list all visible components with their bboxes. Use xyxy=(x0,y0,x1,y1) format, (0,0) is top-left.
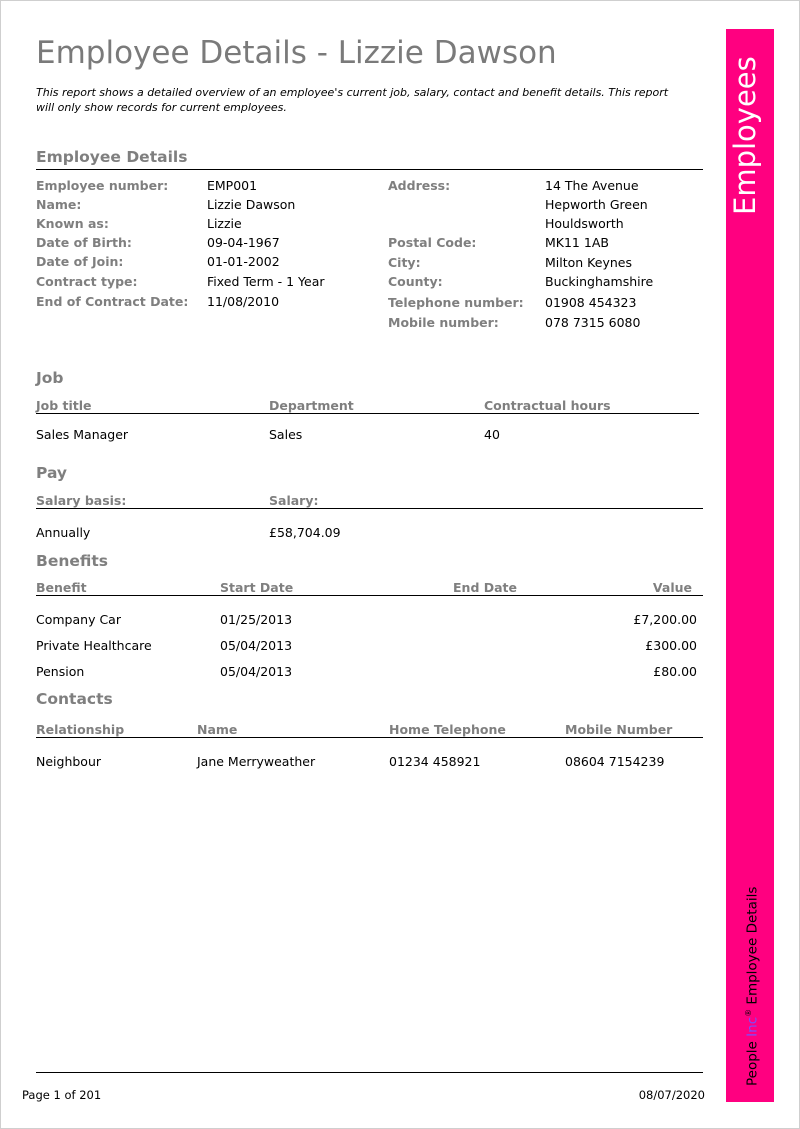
page-title: Employee Details - Lizzie Dawson xyxy=(36,35,557,71)
section-title-job: Job xyxy=(36,369,64,387)
section-divider xyxy=(36,169,703,170)
label-known-as: Known as: xyxy=(36,216,109,231)
job-header-divider xyxy=(36,413,699,414)
value-mobile: 078 7315 6080 xyxy=(545,315,641,330)
header-home-telephone: Home Telephone xyxy=(389,722,506,737)
benefit-start-date: 05/04/2013 xyxy=(220,664,293,679)
label-name: Name: xyxy=(36,197,82,212)
benefit-start-date: 05/04/2013 xyxy=(220,638,293,653)
department-value: Sales xyxy=(269,427,303,442)
header-start-date: Start Date xyxy=(220,580,294,595)
report-name: Employee Details xyxy=(744,886,761,1005)
section-title-contacts: Contacts xyxy=(36,690,113,708)
label-contract-type: Contract type: xyxy=(36,274,138,289)
value-date-of-join: 01-01-2002 xyxy=(207,254,280,269)
report-description: This report shows a detailed overview of an employee's current job, salary, contact and benefit details. This report will only show records for current employees. xyxy=(36,86,669,114)
value-date-of-birth: 09-04-1967 xyxy=(207,235,280,250)
registered-mark: ® xyxy=(744,1008,753,1017)
value-contract-type: Fixed Term - 1 Year xyxy=(207,274,325,289)
value-employee-number: EMP001 xyxy=(207,178,258,193)
label-date-of-birth: Date of Birth: xyxy=(36,235,132,250)
label-address: Address: xyxy=(388,178,451,193)
benefit-name: Private Healthcare xyxy=(36,638,152,653)
header-mobile-number: Mobile Number xyxy=(565,722,673,737)
contractual-hours-value: 40 xyxy=(484,427,500,442)
value-name: Lizzie Dawson xyxy=(207,197,296,212)
contact-relationship: Neighbour xyxy=(36,754,102,769)
contacts-header-divider xyxy=(36,737,703,738)
header-contact-name: Name xyxy=(197,722,238,737)
header-job-title: Job title xyxy=(36,398,92,413)
header-benefit: Benefit xyxy=(36,580,87,595)
value-city: Milton Keynes xyxy=(545,255,632,270)
header-department: Department xyxy=(269,398,354,413)
header-salary: Salary: xyxy=(269,493,319,508)
header-relationship: Relationship xyxy=(36,722,125,737)
pay-header-divider xyxy=(36,508,703,509)
value-address-line-1: 14 The Avenue xyxy=(545,178,639,193)
benefit-value: £300.00 xyxy=(645,638,697,653)
section-title-pay: Pay xyxy=(36,464,68,482)
value-postal-code: MK11 1AB xyxy=(545,235,609,250)
benefit-value: £7,200.00 xyxy=(633,612,697,627)
benefit-value: £80.00 xyxy=(653,664,697,679)
label-telephone: Telephone number: xyxy=(388,295,524,310)
section-title-benefits: Benefits xyxy=(36,552,108,570)
report-date: 08/07/2020 xyxy=(638,1088,705,1102)
label-date-of-join: Date of Join: xyxy=(36,254,124,269)
value-known-as: Lizzie xyxy=(207,216,242,231)
value-address-line-2: Hepworth Green xyxy=(545,197,648,212)
value-end-of-contract: 11/08/2010 xyxy=(207,294,280,309)
contact-mobile-number: 08604 7154239 xyxy=(565,754,665,769)
benefit-name: Company Car xyxy=(36,612,121,627)
header-contractual-hours: Contractual hours xyxy=(484,398,611,413)
sidebar-report-label xyxy=(739,887,763,1086)
value-telephone: 01908 454323 xyxy=(545,295,637,310)
job-title-value: Sales Manager xyxy=(36,427,129,442)
sidebar-heading: Employees xyxy=(728,56,762,215)
brand-people: People xyxy=(744,1041,761,1086)
label-end-of-contract: End of Contract Date: xyxy=(36,294,189,309)
header-value: Value xyxy=(652,580,692,595)
header-salary-basis: Salary basis: xyxy=(36,493,127,508)
section-title-employee-details: Employee Details xyxy=(36,148,188,166)
benefit-name: Pension xyxy=(36,664,85,679)
benefit-start-date: 01/25/2013 xyxy=(220,612,293,627)
brand-inc: Inc xyxy=(744,1016,761,1037)
salary-basis-value: Annually xyxy=(36,525,91,540)
label-mobile: Mobile number: xyxy=(388,315,499,330)
label-employee-number: Employee number: xyxy=(36,178,169,193)
value-county: Buckinghamshire xyxy=(545,274,654,289)
page-number: Page 1 of 201 xyxy=(22,1088,102,1102)
contact-home-telephone: 01234 458921 xyxy=(389,754,481,769)
footer-divider xyxy=(36,1072,703,1073)
label-city: City: xyxy=(388,255,421,270)
salary-value: £58,704.09 xyxy=(269,525,341,540)
benefits-header-divider xyxy=(36,595,703,596)
contact-name: Jane Merryweather xyxy=(197,754,316,769)
label-postal-code: Postal Code: xyxy=(388,235,477,250)
label-county: County: xyxy=(388,274,443,289)
header-end-date: End Date xyxy=(453,580,518,595)
value-address-line-3: Houldsworth xyxy=(545,216,624,231)
